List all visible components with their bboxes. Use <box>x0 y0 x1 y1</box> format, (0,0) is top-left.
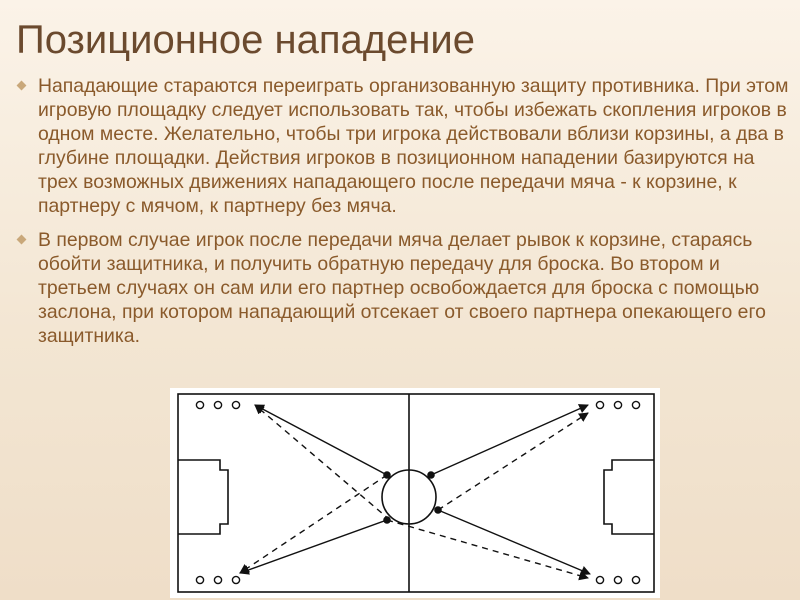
player-marker <box>232 576 239 583</box>
dashed-path <box>255 405 390 520</box>
solid-path <box>255 405 387 475</box>
player-marker <box>196 401 203 408</box>
player-dot <box>383 516 391 524</box>
solid-path <box>431 405 588 475</box>
player-circles <box>196 401 639 583</box>
player-dot <box>427 471 435 479</box>
player-marker <box>632 576 639 583</box>
paragraph-1: Нападающие стараются переиграть организованную защиту противника. При этом игровую площадку следует использовать так, чтобы избежать скопления игроков в одном месте. Желательно, чтобы три игрока действовали вблизи корзины, а два в глубине площадки. Действия игроков в позиционном нападении базируются на трех возможных движениях нападающего после передачи мяча - к корзине, к партнеру с мячом, к партнеру без мяча. <box>16 74 790 219</box>
court-outline <box>178 394 654 592</box>
player-marker <box>214 401 221 408</box>
slide-title: Позиционное нападение <box>16 18 476 62</box>
player-dot <box>383 471 391 479</box>
player-dots <box>383 471 442 524</box>
dashed-path <box>240 475 387 573</box>
player-marker <box>596 401 603 408</box>
court-diagram <box>170 388 660 598</box>
dashed-path <box>387 520 588 578</box>
left-key <box>178 460 228 534</box>
player-marker <box>214 576 221 583</box>
player-marker <box>614 576 621 583</box>
player-marker <box>232 401 239 408</box>
player-marker <box>614 401 621 408</box>
slide-body <box>16 74 790 357</box>
court-markings <box>178 394 654 592</box>
player-marker <box>596 576 603 583</box>
court-diagram-svg <box>170 388 660 598</box>
player-dot <box>434 506 442 514</box>
player-marker <box>632 401 639 408</box>
movement-lines <box>240 405 590 578</box>
solid-path <box>240 520 387 573</box>
right-key <box>604 460 654 534</box>
player-marker <box>196 576 203 583</box>
paragraph-2: В первом случае игрок после передачи мяча делает рывок к корзине, стараясь обойти защитника, и получить обратную передачу для броска. Во втором и третьем случаях он сам или его партнер освобождается для броска с помощью заслона, при котором нападающий отсекает от своего партнера опекающего его защитника. <box>16 228 790 348</box>
